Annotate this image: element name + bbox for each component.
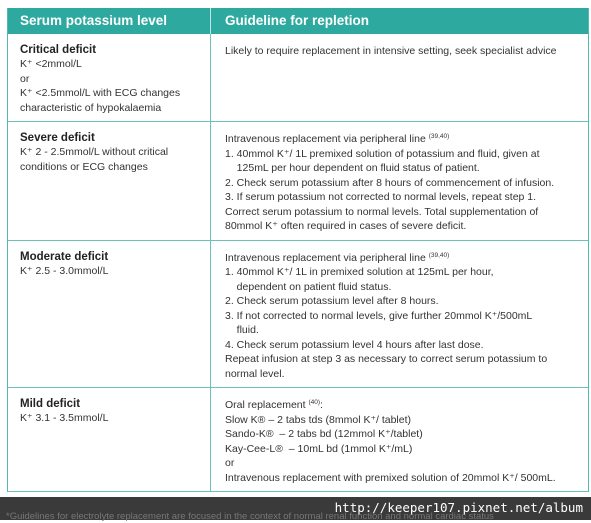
guideline-text: 1. 40mmol K⁺/ 1L in premixed solution at 125mL per hour, (225, 266, 494, 278)
guideline-text: 4. Check serum potassium level 4 hours after last dose. (225, 338, 484, 351)
guideline-line (225, 205, 580, 220)
guideline-text: dependent on patient fluid status. (225, 280, 392, 293)
guideline-text: 80mmol K⁺ often required in cases of severe deficit. (225, 220, 467, 232)
guideline-line (225, 132, 580, 147)
watermark-url: http://keeper107.pixnet.net/album (334, 500, 583, 515)
deficit-level: Mild deficit (20, 398, 81, 410)
guideline-line (225, 265, 580, 280)
guideline-line (225, 190, 580, 205)
guideline-text: Correct serum potassium to normal levels. Total supplementation of (225, 205, 539, 218)
guideline-text: 3. If not corrected to normal levels, give further 20mmol K⁺/500mL (225, 309, 533, 322)
guideline-line (225, 280, 580, 295)
guideline-text: Kay-Cee-L® – 10mL bd (1mmol K⁺/mL) (225, 442, 413, 455)
citation-reference: (40) (308, 399, 321, 406)
level-cell (8, 34, 211, 121)
guideline-text: Intravenous replacement via peripheral line (225, 133, 429, 145)
guideline-line (225, 352, 580, 367)
guideline-text: 1. 40mmol K⁺/ 1L premixed solution of potassium and fluid, given at (225, 147, 540, 160)
guideline-line (225, 456, 580, 471)
table-header (8, 8, 588, 34)
guideline-line (225, 147, 580, 162)
guideline-text-suffix: : (320, 399, 323, 411)
guideline-line (225, 398, 580, 413)
criteria-line: or (20, 72, 30, 85)
guideline-text: or (225, 457, 235, 469)
criteria-line: K⁺ <2mmol/L (20, 58, 82, 70)
footnote: *Guidelines for electrolyte replacement are focused in the context of normal renal function and normal cardiac status (6, 511, 494, 522)
repletion-guideline-table (7, 8, 589, 492)
guideline-line (225, 294, 580, 309)
guideline-line (225, 338, 580, 353)
guideline-text: Sando-K® – 2 tabs bd (12mmol K⁺/tablet) (225, 428, 423, 440)
criteria-line: K⁺ <2.5mmol/L with ECG changes (20, 87, 181, 99)
guideline-line (225, 161, 580, 176)
level-cell (8, 241, 211, 388)
criteria-line: characteristic of hypokalaemia (20, 101, 162, 114)
guideline-line (225, 176, 580, 191)
guideline-text: Repeat infusion at step 3 as necessary to correct serum potassium to (225, 353, 548, 365)
guideline-text: normal level. (225, 367, 285, 380)
citation-reference: (39,40) (428, 251, 450, 259)
level-cell (8, 122, 211, 240)
guideline-line (225, 471, 580, 486)
table-row (8, 388, 588, 492)
guideline-text: 2. Check serum potassium after 8 hours of commencement of infusion. (225, 176, 555, 189)
guideline-line (225, 251, 580, 266)
citation-reference: (39,40) (428, 133, 450, 140)
guideline-cell (211, 388, 588, 491)
guideline-text: Oral replacement (225, 399, 309, 411)
guideline-line (225, 413, 580, 428)
guideline-line (225, 323, 580, 338)
guideline-text: 125mL per hour dependent on fluid status of patient. (225, 162, 480, 174)
guideline-line (225, 309, 580, 324)
guideline-text: Intravenous replacement via peripheral line (225, 251, 429, 264)
table-row (8, 34, 588, 122)
guideline-line (225, 367, 580, 382)
criteria-line: K⁺ 2.5 - 3.0mmol/L (20, 264, 109, 277)
guideline-cell (211, 122, 588, 240)
guideline-line (225, 44, 580, 59)
header-serum-potassium-level: Serum potassium level (8, 8, 211, 34)
level-cell (8, 388, 211, 491)
guideline-cell (211, 34, 588, 121)
table-row (8, 241, 588, 389)
guideline-cell (211, 241, 588, 388)
deficit-level: Severe deficit (20, 132, 95, 144)
guideline-text: Intravenous replacement with premixed solution of 20mmol K⁺/ 500mL. (225, 471, 556, 484)
criteria-line: conditions or ECG changes (20, 160, 148, 173)
deficit-level: Moderate deficit (20, 250, 109, 263)
guideline-text: 2. Check serum potassium level after 8 hours. (225, 295, 439, 307)
deficit-level: Critical deficit (20, 44, 97, 56)
guideline-text: fluid. (225, 324, 259, 336)
table-body (8, 34, 588, 492)
header-guideline-for-repletion: Guideline for repletion (225, 13, 370, 28)
guideline-text: Likely to require replacement in intensive setting, seek specialist advice (225, 45, 557, 57)
guideline-line (225, 219, 580, 234)
criteria-line: K⁺ 3.1 - 3.5mmol/L (20, 412, 109, 424)
criteria-line: K⁺ 2 - 2.5mmol/L without critical (20, 146, 169, 158)
guideline-text: 3. If serum potassium not corrected to normal levels, repeat step 1. (225, 191, 537, 203)
guideline-line (225, 427, 580, 442)
guideline-line (225, 442, 580, 457)
guideline-text: Slow K® – 2 tabs tds (8mmol K⁺/ tablet) (225, 413, 412, 426)
table-row (8, 122, 588, 241)
